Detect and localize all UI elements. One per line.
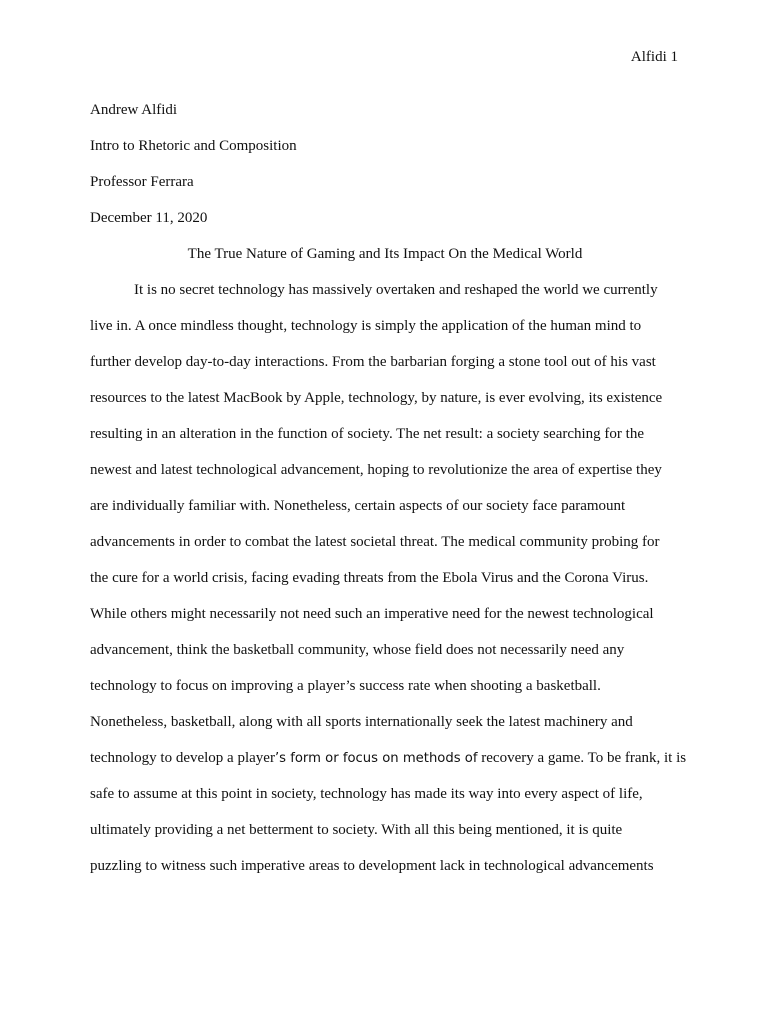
paper-date: December 11, 2020 — [90, 210, 208, 226]
course-name: Intro to Rhetoric and Composition — [90, 138, 297, 154]
body-line: It is no secret technology has massively overtaken and reshaped the world we currently — [134, 282, 658, 298]
body-line: ultimately providing a net betterment to society. With all this being mentioned, it is quite — [90, 822, 623, 838]
paper-title: The True Nature of Gaming and Its Impact On the Medical World — [187, 246, 583, 262]
body-line: newest and latest technological advancement, hoping to revolutionize the area of expertise they — [90, 462, 662, 478]
body-paragraph — [90, 272, 687, 884]
body-line: technology to focus on improving a player’s success rate when shooting a basketball. — [90, 678, 601, 694]
author-name: Andrew Alfidi — [90, 102, 178, 118]
document-content — [90, 92, 687, 884]
body-line: advancement, think the basketball community, whose field does not necessarily need any — [90, 642, 625, 658]
body-line-segment-alt-font: ’s form or focus on methods of — [274, 751, 478, 766]
body-line: advancements in order to combat the latest societal threat. The medical community probing for — [90, 534, 660, 550]
body-line: are individually familiar with. Nonetheless, certain aspects of our society face paramount — [90, 498, 626, 514]
body-line: the cure for a world crisis, facing evading threats from the Ebola Virus and the Corona Virus. — [90, 570, 649, 586]
body-line-segment: recovery a game. To be frank, it is — [477, 750, 687, 766]
body-line: safe to assume at this point in society, technology has made its way into every aspect of life, — [90, 786, 643, 802]
body-line-segment: technology to develop a player — [90, 750, 275, 766]
body-line: further develop day-to-day interactions. From the barbarian forging a stone tool out of his vast — [90, 354, 656, 370]
body-line: resulting in an alteration in the function of society. The net result: a society searching for the — [90, 426, 644, 442]
body-line: puzzling to witness such imperative areas to development lack in technological advancements — [90, 858, 654, 874]
body-line: live in. A once mindless thought, technology is simply the application of the human mind to — [90, 318, 642, 334]
body-line-mixed-font — [90, 740, 687, 776]
body-line: Nonetheless, basketball, along with all sports internationally seek the latest machinery and — [90, 714, 633, 730]
running-header: Alfidi 1 — [630, 49, 678, 65]
body-line: While others might necessarily not need such an imperative need for the newest technological — [90, 606, 654, 622]
body-line: resources to the latest MacBook by Apple, technology, by nature, is ever evolving, its existence — [90, 390, 663, 406]
professor-name: Professor Ferrara — [90, 174, 194, 190]
